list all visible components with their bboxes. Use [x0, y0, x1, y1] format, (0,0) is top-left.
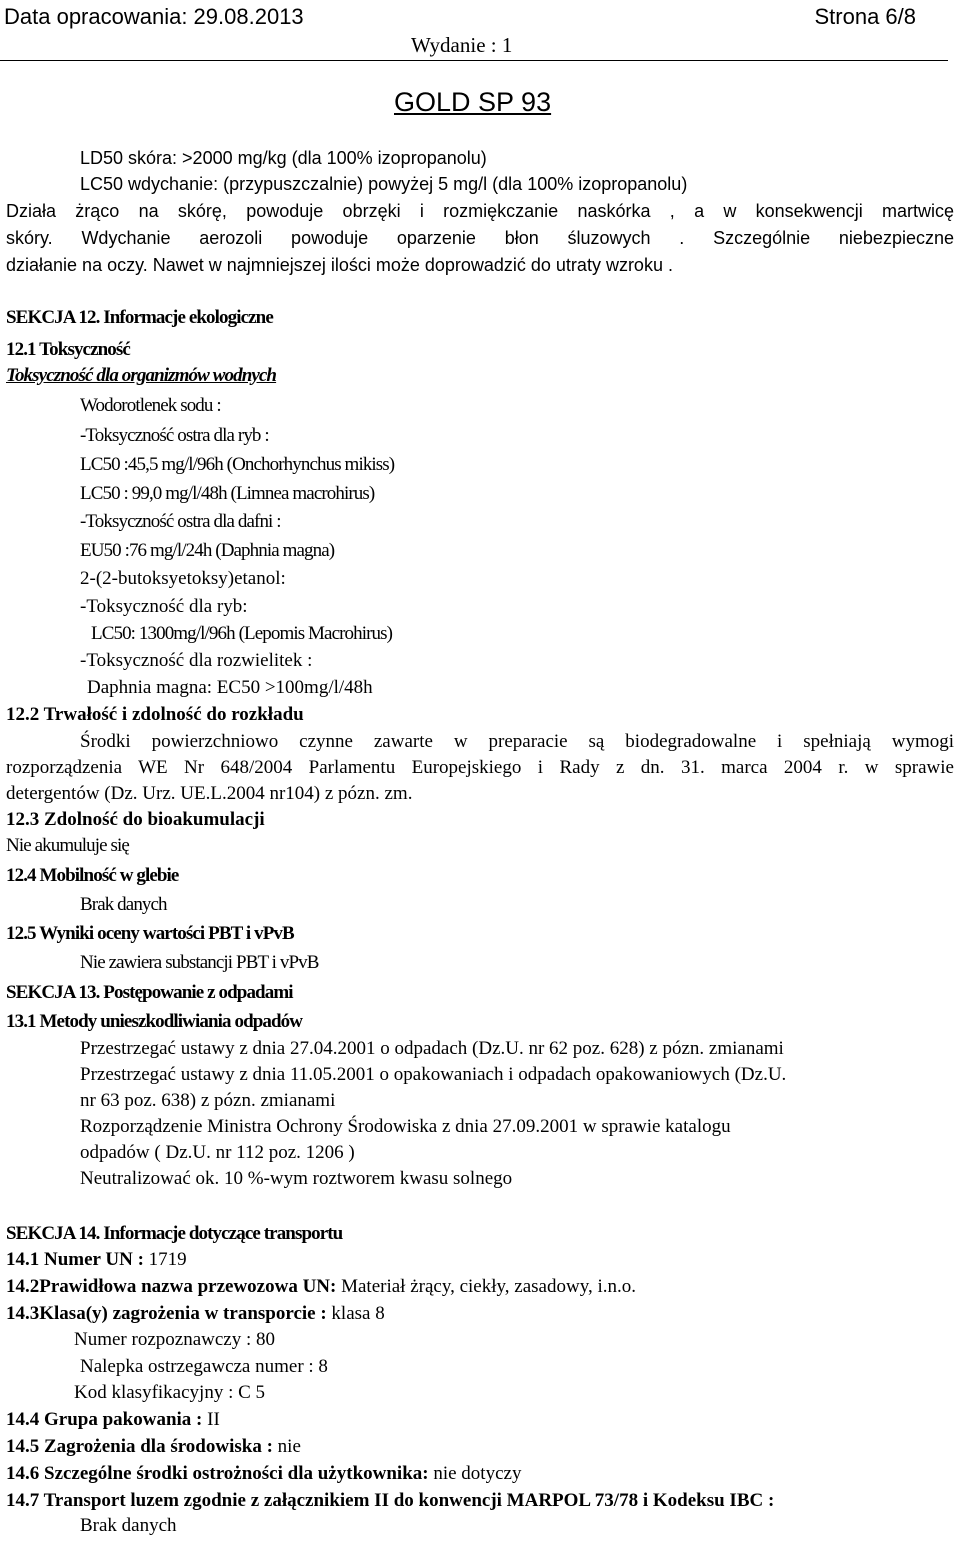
tox-item-6: EU50 :76 mg/l/24h (Daphnia magna)	[80, 540, 335, 561]
tox-line-3: Działa żrąco na skórę, powoduje obrzęki i rozmiękczanie naskórka , a w konsekwencji martwicę	[6, 201, 954, 221]
subsection-12-3-heading: 12.3 Zdolność do bioakumulacji	[6, 809, 265, 830]
tox-line-1: LD50 skóra: >2000 mg/kg (dla 100% izopropanolu)	[80, 148, 487, 168]
transport-item-14-3	[6, 1302, 385, 1326]
bioaccumulation-text: Nie akumuluje się	[6, 835, 129, 856]
pbt-text: Nie zawiera substancji PBT i vPvB	[80, 952, 319, 973]
tox-line-4: skóry. Wdychanie aerozoli powoduje oparzenie błon śluzowych . Szczególnie niebezpieczne	[6, 228, 954, 248]
mobility-text: Brak danych	[80, 894, 167, 915]
waste-line-5: odpadów ( Dz.U. nr 112 poz. 1206 )	[80, 1142, 355, 1163]
environmental-hazard-value: nie	[277, 1436, 301, 1457]
tox-item-2: -Toksyczność ostra dla ryb :	[80, 425, 269, 446]
tox-line-2: LC50 wdychanie: (przypuszczalnie) powyżej 5 mg/l (dla 100% izopropanolu)	[80, 174, 688, 194]
user-precautions-value: nie dotyczy	[433, 1463, 522, 1484]
subsection-12-2-heading: 12.2 Trwałość i zdolność do rozkładu	[6, 704, 304, 725]
aquatic-toxicity-subheading: Toksyczność dla organizmów wodnych	[6, 365, 277, 386]
environmental-hazard-label: 14.5 Zagrożenia dla środowiska :	[6, 1436, 278, 1457]
transport-item-14-1	[6, 1248, 187, 1272]
transport-item-14-4	[6, 1408, 220, 1432]
transport-item-14-2	[6, 1275, 636, 1299]
biodegradation-line-3: detergentów (Dz. Urz. UE.L.2004 nr104) z pózn. zm.	[6, 783, 413, 804]
tox-line-5: działanie na oczy. Nawet w najmniejszej ilości może doprowadzić do utraty wzroku .	[6, 255, 673, 275]
header-date: Data opracowania: 29.08.2013	[4, 4, 304, 29]
packing-group-label: 14.4 Grupa pakowania :	[6, 1409, 208, 1430]
tox-item-11: Daphnia magna: EC50 >100mg/l/48h	[87, 677, 373, 698]
transport-item-14-7: 14.7 Transport luzem zgodnie z załącznikiem II do konwencji MARPOL 73/78 i Kodeksu IBC :	[6, 1490, 775, 1511]
waste-line-1: Przestrzegać ustawy z dnia 27.04.2001 o odpadach (Dz.U. nr 62 poz. 628) z pózn. zmianami	[80, 1038, 784, 1059]
biodegradation-line-2: rozporządzenia WE Nr 648/2004 Parlamentu Europejskiego i Rady z dn. 31. marca 2004 r. w sprawie	[6, 757, 954, 778]
tox-item-8: -Toksyczność dla ryb:	[80, 596, 248, 617]
waste-line-6: Neutralizować ok. 10 %-wym roztworem kwasu solnego	[80, 1168, 513, 1189]
header-rule	[0, 60, 948, 61]
transport-item-14-5	[6, 1435, 301, 1459]
section-14-heading: SEKCJA 14. Informacje dotyczące transportu	[6, 1223, 343, 1244]
transport-item-14-6	[6, 1462, 521, 1486]
section-13-heading: SEKCJA 13. Postępowanie z odpadami	[6, 982, 293, 1003]
user-precautions-label: 14.6 Szczególne środki ostrożności dla użytkownika:	[6, 1463, 434, 1484]
header-edition: Wydanie : 1	[411, 33, 513, 57]
hazard-class-value: klasa 8	[331, 1303, 385, 1324]
tox-item-7: 2-(2-butoksyetoksy)etanol:	[80, 568, 286, 589]
subsection-12-1-heading: 12.1 Toksyczność	[6, 339, 130, 360]
tox-item-3: LC50 :45,5 mg/l/96h (Onchorhynchus mikiss)	[80, 454, 395, 475]
document-title: GOLD SP 93	[394, 87, 552, 117]
subsection-12-5-heading: 12.5 Wyniki oceny wartości PBT i vPvB	[6, 923, 294, 944]
un-number-label: 14.1 Numer UN :	[6, 1249, 149, 1270]
waste-line-4: Rozporządzenie Ministra Ochrony Środowiska z dnia 27.09.2001 w sprawie katalogu	[80, 1116, 731, 1137]
bulk-transport-value: Brak danych	[80, 1515, 177, 1536]
id-number-line: Numer rozpoznawczy : 80	[74, 1329, 276, 1350]
tox-item-1: Wodorotlenek sodu :	[80, 395, 221, 416]
header-page-number: Strona 6/8	[814, 4, 916, 29]
hazard-class-label: 14.3Klasa(y) zagrożenia w transporcie :	[6, 1303, 332, 1324]
label-number-line: Nalepka ostrzegawcza numer : 8	[80, 1356, 328, 1377]
subsection-13-1-heading: 13.1 Metody unieszkodliwiania odpadów	[6, 1011, 303, 1032]
tox-item-9: LC50: 1300mg/l/96h (Lepomis Macrohirus)	[91, 623, 393, 644]
subsection-12-4-heading: 12.4 Mobilność w glebie	[6, 865, 179, 886]
shipping-name-label: 14.2Prawidłowa nazwa przewozowa UN:	[6, 1276, 342, 1297]
tox-item-5: -Toksyczność ostra dla dafni :	[80, 511, 281, 532]
tox-item-4: LC50 : 99,0 mg/l/48h (Limnea macrohirus)	[80, 483, 375, 504]
shipping-name-value: Materiał żrący, ciekły, zasadowy, i.n.o.	[341, 1276, 636, 1297]
waste-line-3: nr 63 poz. 638) z pózn. zmianami	[80, 1090, 336, 1111]
classification-code-line: Kod klasyfikacyjny : C 5	[74, 1382, 266, 1403]
section-12-heading: SEKCJA 12. Informacje ekologiczne	[6, 307, 273, 328]
packing-group-value: II	[207, 1409, 220, 1430]
tox-item-10: -Toksyczność dla rozwielitek :	[80, 650, 313, 671]
waste-line-2: Przestrzegać ustawy z dnia 11.05.2001 o opakowaniach i odpadach opakowaniowych (Dz.U.	[80, 1064, 787, 1085]
un-number-value: 1719	[148, 1249, 187, 1270]
biodegradation-line-1: Środki powierzchniowo czynne zawarte w preparacie są biodegradowalne i spełniają wymogi	[80, 731, 954, 752]
